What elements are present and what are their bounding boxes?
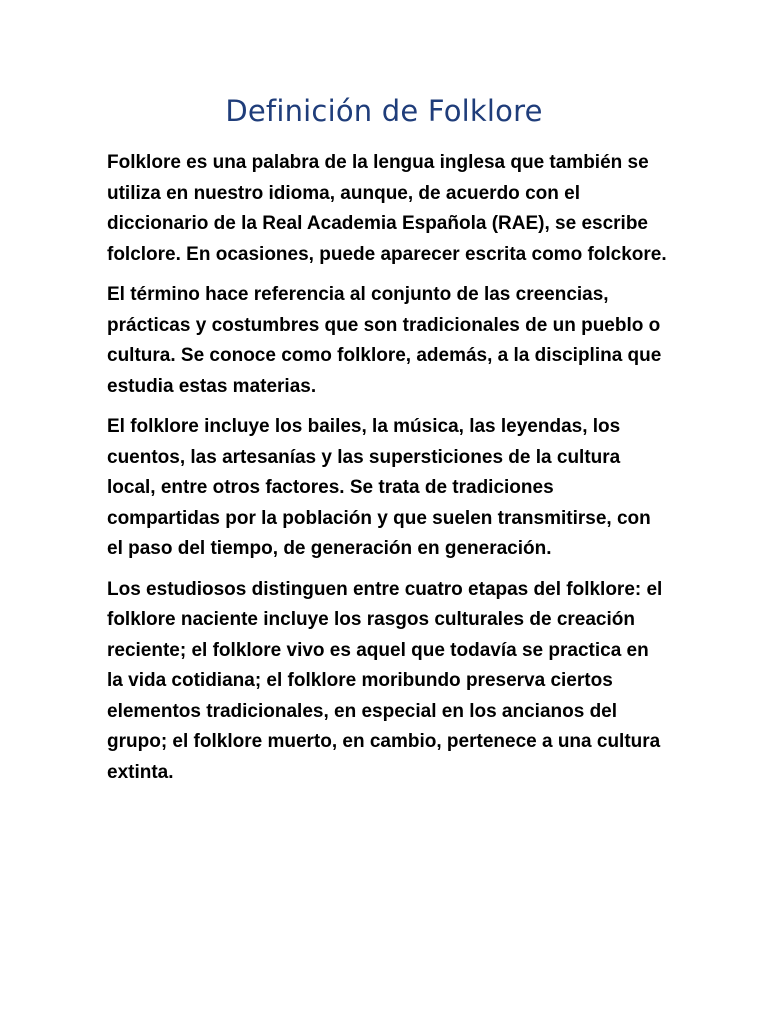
paragraph-stages: Los estudiosos distinguen entre cuatro etapas del folklore: el folklore naciente incluye los rasgos culturales de creación reciente; el folklore vivo es aquel que todavía se practica en la vida cotidiana; el folklore moribundo preserva ciertos elementos tradicionales, en especial en los ancianos del grupo; el folklore muerto, en cambio, pertenece a una cultura extinta. xyxy=(107,578,663,783)
document-body xyxy=(107,148,667,798)
paragraph-definition: Folklore es una palabra de la lengua inglesa que también se utiliza en nuestro idioma, aunque, de acuerdo con el diccionario de la Real Academia Española (RAE), se escribe folclore. En ocasiones, puede aparecer escrita como folckore. xyxy=(107,152,667,265)
document-title: Definición de Folklore xyxy=(225,94,543,128)
paragraph-elements: El folklore incluye los bailes, la música, las leyendas, los cuentos, las artesanías y las supersticiones de la cultura local, entre otros factores. Se trata de tradiciones compartidas por la población y que suelen transmitirse, con el paso del tiempo, de generación en generación. xyxy=(107,416,651,559)
paragraph-meaning: El término hace referencia al conjunto de las creencias, prácticas y costumbres que son tradicionales de un pueblo o cultura. Se conoce como folklore, además, a la disciplina que estudia estas materias. xyxy=(107,284,662,397)
